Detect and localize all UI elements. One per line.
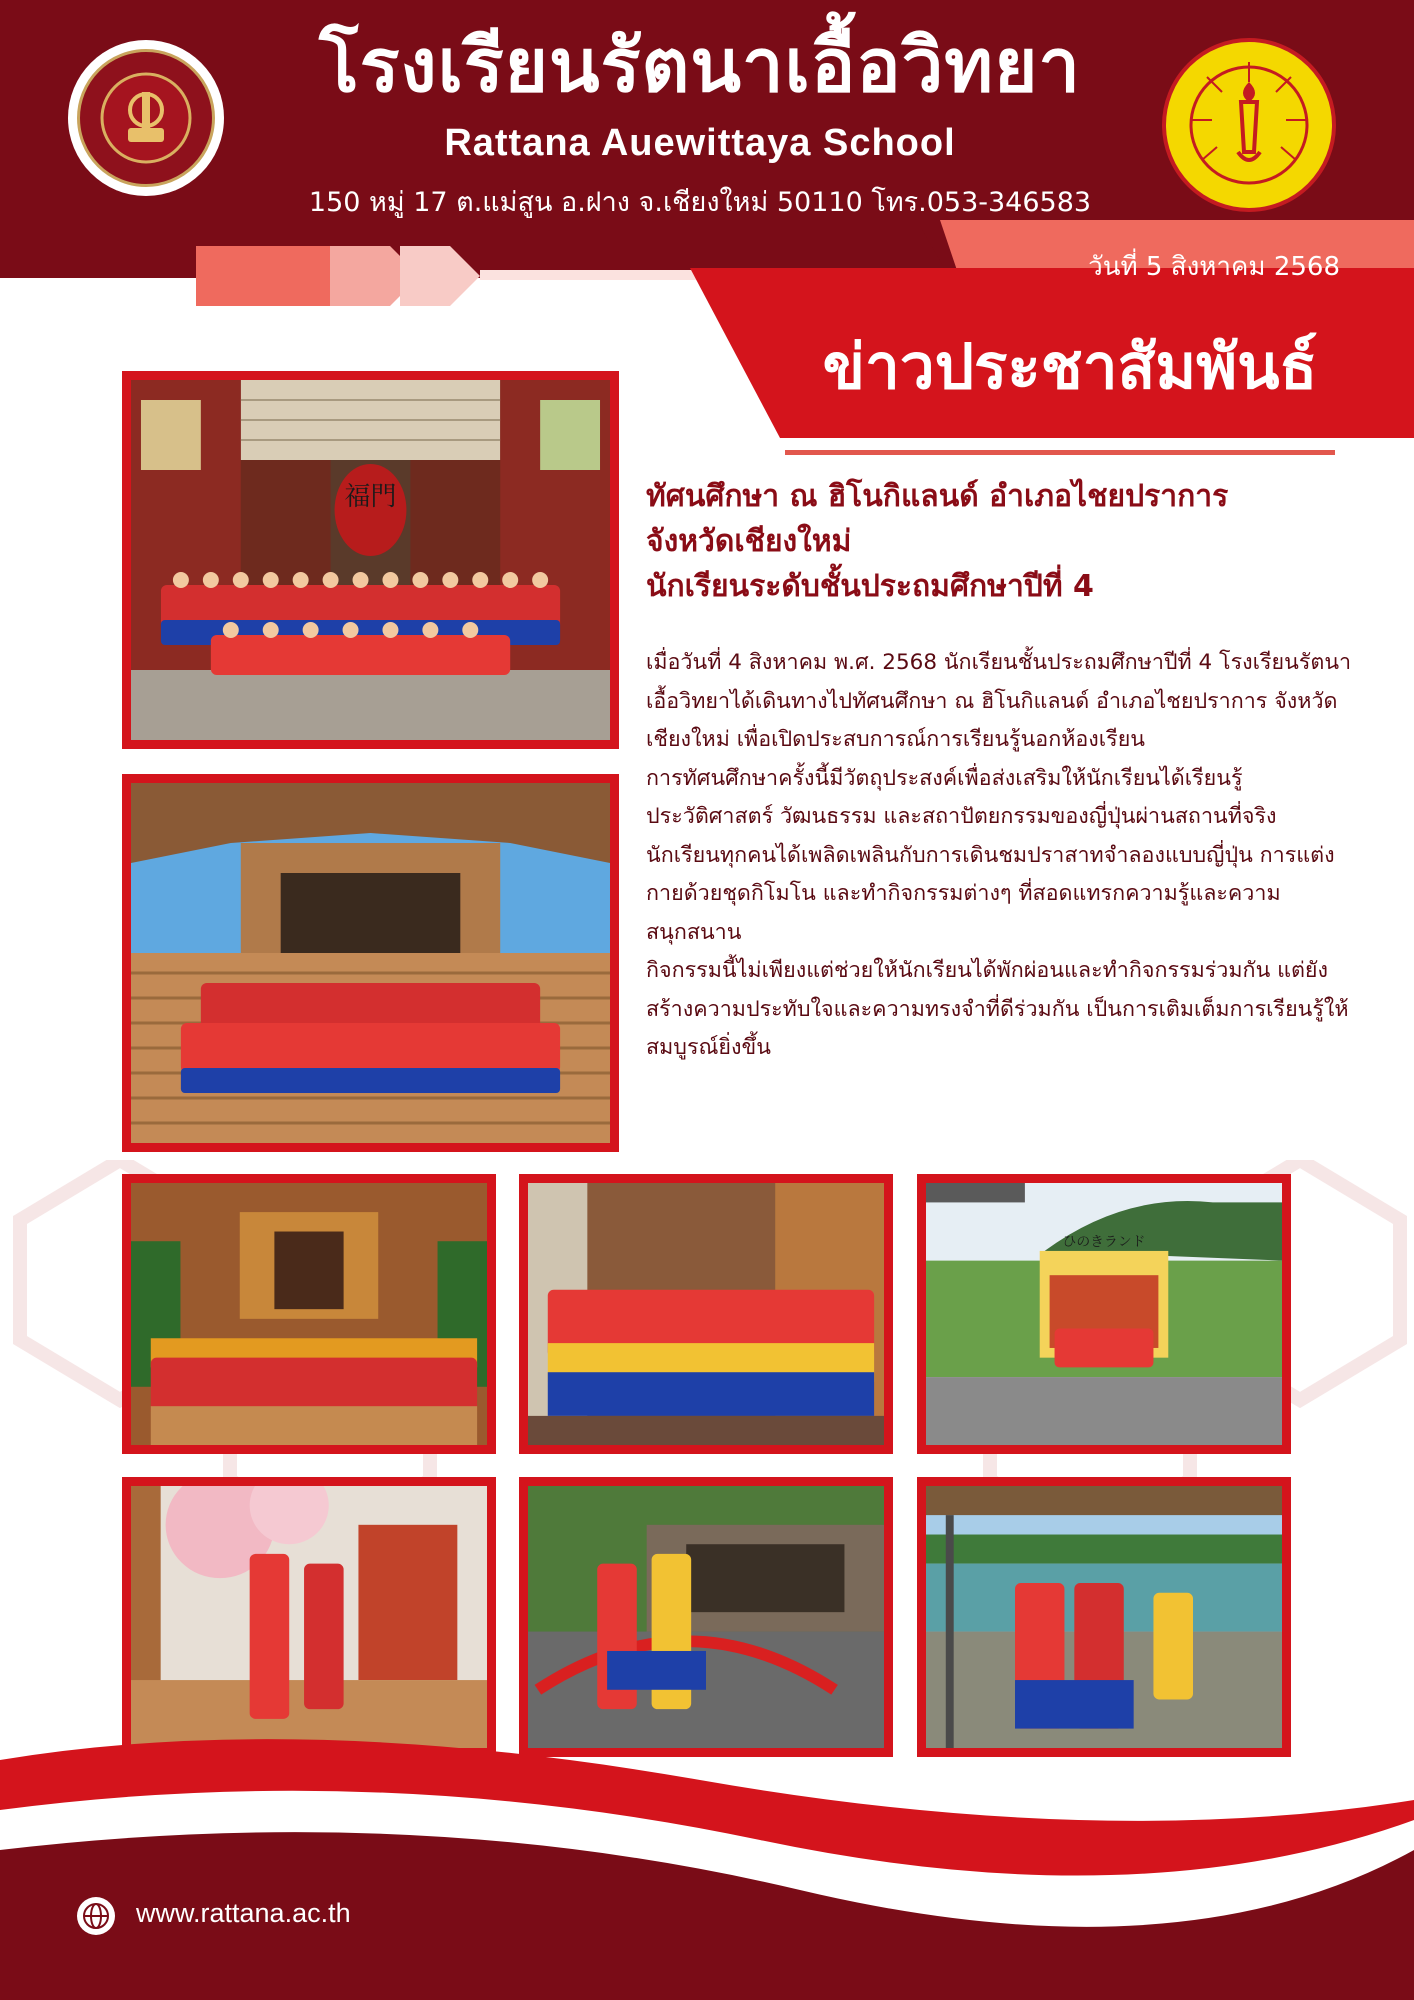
section-title: ข่าวประชาสัมพันธ์: [822, 330, 1318, 403]
publish-date: วันที่ 5 สิงหาคม 2568: [1088, 252, 1340, 282]
school-emblem-icon: [77, 49, 215, 187]
school-name-thai: โรงเรียนรัตนาเอื้อวิทยา: [319, 23, 1081, 109]
lantern-text: 福門: [344, 481, 397, 513]
photo-group-stairs: [122, 774, 619, 1152]
body-paragraph-1: เมื่อวันที่ 4 สิงหาคม พ.ศ. 2568 นักเรียนชั้นประถมศึกษาปีที่ 4 โรงเรียนรัตนาเอื้อวิทยาได้เดินทางไปทัศนศึกษา ณ ฮิโนกิแลนด์ อำเภอไชยปราการ จังหวัดเชียงใหม่ เพื่อเปิดประสบการณ์การเรียนรู้นอกห้องเรียน: [646, 650, 1352, 752]
footer-wave: [0, 1700, 1414, 2000]
body-paragraph-2: การทัศนศึกษาครั้งนี้มีวัตถุประสงค์เพื่อส่งเสริมให้นักเรียนได้เรียนรู้ประวัติศาสตร์ วัฒนธรรม และสถาปัตยกรรมของญี่ปุ่นผ่านสถานที่จริง นักเรียนทุกคนได้เพลิดเพลินกับการเดินชมปราสาทจำลองแบบญี่ปุ่น การแต่งกายด้วยชุดกิโมโน และทำกิจกรรมต่างๆ ที่สอดแทรกความรู้และความสนุกสนาน: [646, 765, 1335, 945]
globe-icon: [76, 1896, 116, 1936]
body-paragraph-3: กิจกรรมนี้ไม่เพียงแต่ช่วยให้นักเรียนได้พักผ่อนและทำกิจกรรมร่วมกัน แต่ยังสร้างความประทับใจและความทรงจำที่ดีร่วมกัน เป็นการเติมเต็มการเรียนรู้ให้สมบูรณ์ยิ่งขึ้น: [646, 958, 1349, 1060]
article-body: [646, 644, 1356, 1068]
school-name-english: Rattana Auewittaya School: [444, 122, 956, 164]
school-emblem-logo: [68, 40, 224, 196]
photo-shrine: [122, 1174, 496, 1454]
photo-hinoki-sign: [917, 1174, 1291, 1454]
headline-line-2: จังหวัดเชียงใหม่: [646, 524, 852, 559]
torch-seal-icon: [1162, 38, 1336, 212]
headline-line-3: นักเรียนระดับชั้นประถมศึกษาปีที่ 4: [646, 569, 1094, 604]
website-link[interactable]: www.rattana.ac.th: [136, 1898, 351, 1928]
headline-line-1: ทัศนศึกษา ณ ฮิโนกิแลนด์ อำเภอไชยปราการ: [646, 479, 1229, 514]
photo-corridor: [519, 1174, 893, 1454]
hinoki-sign-text: ひのきランド: [1062, 1234, 1146, 1251]
school-address: 150 หมู่ 17 ต.แม่สูน อ.ฝาง จ.เชียงใหม่ 50110 โทร.053-346583: [308, 187, 1092, 218]
article-headline: [646, 474, 1346, 609]
photo-group-gate: [122, 371, 619, 749]
